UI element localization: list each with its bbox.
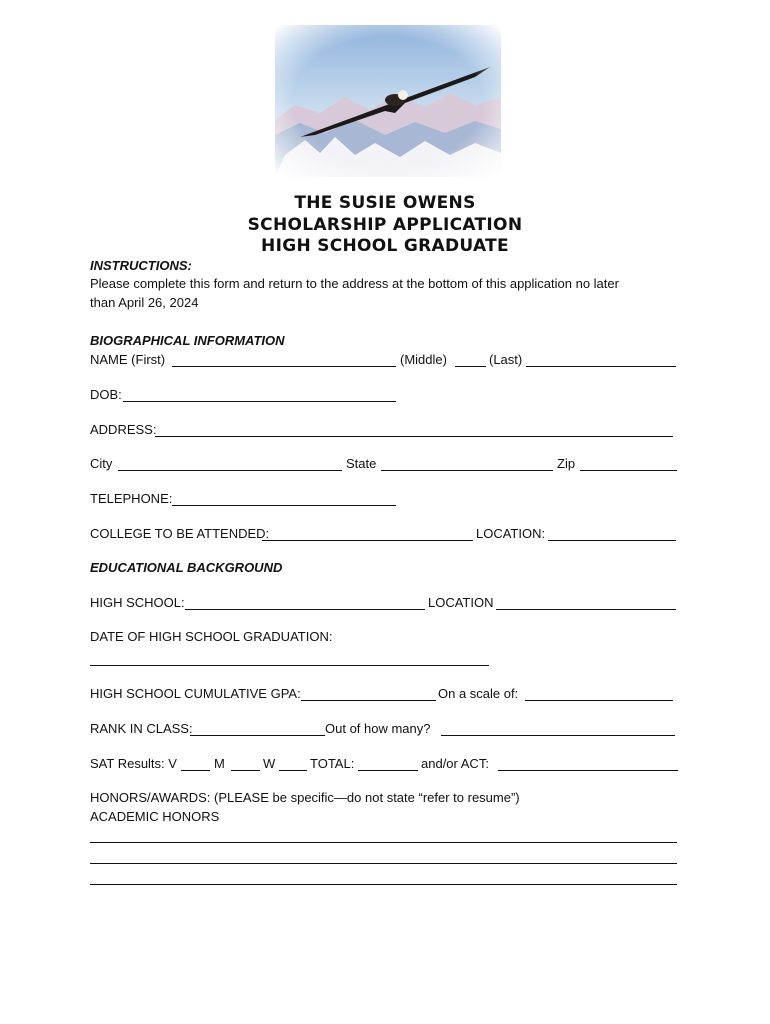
instructions-text-line1: Please complete this form and return to the address at the bottom of this application no later	[90, 276, 619, 291]
high-school-label: HIGH SCHOOL:	[90, 595, 185, 610]
college-location-label: LOCATION:	[476, 526, 546, 541]
zip-label: Zip	[557, 456, 576, 471]
out-of-label: Out of how many?	[325, 721, 431, 736]
sat-w-field[interactable]	[279, 770, 307, 771]
rank-field[interactable]	[190, 735, 325, 736]
middle-name-field[interactable]	[455, 366, 486, 367]
act-label: and/or ACT:	[421, 756, 489, 771]
hs-location-label: LOCATION	[428, 595, 494, 610]
grad-date-field[interactable]	[90, 665, 489, 666]
name-first-label: NAME (First)	[90, 352, 166, 367]
last-name-field[interactable]	[526, 366, 676, 367]
state-field[interactable]	[381, 470, 553, 471]
telephone-label: TELEPHONE:	[90, 491, 173, 506]
academic-honors-label: ACADEMIC HONORS	[90, 809, 220, 824]
city-field[interactable]	[118, 470, 342, 471]
total-label: TOTAL:	[310, 756, 355, 771]
form-title-line1: THE SUSIE OWENS	[294, 193, 476, 213]
telephone-field[interactable]	[172, 505, 396, 506]
honors-line-3[interactable]	[90, 884, 677, 885]
form-title-line3: HIGH SCHOOL GRADUATE	[261, 236, 509, 256]
educational-heading: EDUCATIONAL BACKGROUND	[90, 560, 283, 575]
address-label: ADDRESS:	[90, 422, 157, 437]
hs-location-field[interactable]	[496, 609, 676, 610]
sat-v-field[interactable]	[181, 770, 210, 771]
first-name-field[interactable]	[172, 366, 396, 367]
instructions-heading: INSTRUCTIONS:	[90, 258, 192, 273]
scale-label: On a scale of:	[438, 686, 519, 701]
name-last-label: (Last)	[489, 352, 523, 367]
college-label: COLLEGE TO BE ATTENDED:	[90, 526, 270, 541]
out-of-field[interactable]	[441, 735, 675, 736]
eagle-photo	[275, 25, 501, 177]
college-field[interactable]	[262, 540, 473, 541]
grad-date-label: DATE OF HIGH SCHOOL GRADUATION:	[90, 629, 333, 644]
dob-field[interactable]	[123, 401, 396, 402]
high-school-field[interactable]	[185, 609, 425, 610]
act-field[interactable]	[498, 770, 678, 771]
instructions-text-line2: than April 26, 2024	[90, 295, 199, 310]
city-label: City	[90, 456, 113, 471]
zip-field[interactable]	[580, 470, 677, 471]
rank-label: RANK IN CLASS:	[90, 721, 193, 736]
gpa-label: HIGH SCHOOL CUMULATIVE GPA:	[90, 686, 301, 701]
honors-line-1[interactable]	[90, 842, 677, 843]
sat-m-label: M	[214, 756, 225, 771]
gpa-field[interactable]	[301, 700, 436, 701]
state-label: State	[346, 456, 377, 471]
honors-label: HONORS/AWARDS: (PLEASE be specific—do not state “refer to resume”)	[90, 790, 520, 805]
address-field[interactable]	[155, 436, 673, 437]
form-title-line2: SCHOLARSHIP APPLICATION	[247, 215, 523, 235]
sat-w-label: W	[263, 756, 276, 771]
sat-m-field[interactable]	[231, 770, 260, 771]
honors-line-2[interactable]	[90, 863, 677, 864]
dob-label: DOB:	[90, 387, 122, 402]
total-field[interactable]	[358, 770, 418, 771]
biographical-heading: BIOGRAPHICAL INFORMATION	[90, 333, 285, 348]
sat-v-label: SAT Results: V	[90, 756, 177, 771]
college-location-field[interactable]	[548, 540, 676, 541]
scale-field[interactable]	[525, 700, 673, 701]
name-middle-label: (Middle)	[400, 352, 447, 367]
